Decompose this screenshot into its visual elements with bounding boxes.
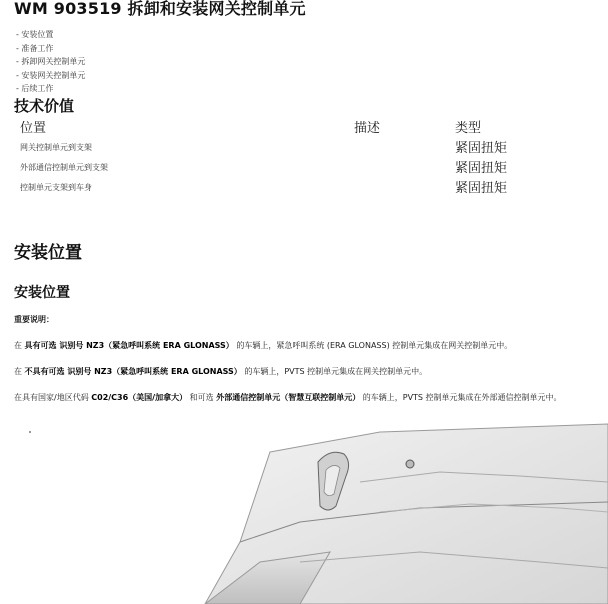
cell-type: 紧固扭矩 [455,161,508,176]
toc-item-installation[interactable]: - 安装网关控制单元 [16,70,86,80]
toc-item-install-position[interactable]: - 安装位置 [16,30,54,39]
note-paragraph-nz3: 在 具有可选 识别号 NZ3（紧急呼叫系统 ERA GLONASS） 的车辆上，紧急呼叫系统 (ERA GLONASS) 控制单元集成在网关控制单元中。 [14,341,513,350]
tech-values-heading: 技术价值 [14,97,75,115]
install-position-heading: 安装位置 [14,243,82,263]
table-of-contents [16,28,85,96]
install-position-subheading: 安装位置 [14,285,70,301]
page-title: WM 903519 拆卸和安装网关控制单元 [14,0,306,18]
column-header-position: 位置 [20,121,47,136]
table-row [0,157,608,177]
vehicle-install-illustration [0,412,608,604]
column-header-type: 类型 [455,121,482,136]
toc-item-preparation[interactable]: - 准备工作 [16,43,54,53]
toc-item-follow-up[interactable]: - 后续工作 [16,84,54,94]
cell-type: 紧固扭矩 [455,141,508,156]
cell-position: 网关控制单元到支架 [20,143,92,152]
note-paragraph-no-nz3: 在 不具有可选 识别号 NZ3（紧急呼叫系统 ERA GLONASS） 的车辆上，PVTS 控制单元集成在网关控制单元中。 [14,367,428,376]
table-row [0,137,608,157]
toc-item-removal[interactable]: - 拆卸网关控制单元 [16,57,86,67]
note-paragraph-us-canada: 在具有国家/地区代码 C02/C36（美国/加拿大） 和可选 外部通信控制单元（智慧互联控制单元） 的车辆上，PVTS 控制单元集成在外部通信控制单元中。 [14,393,562,402]
cell-position: 外部通信控制单元到支架 [20,163,108,172]
table-row [0,177,608,197]
column-header-description: 描述 [354,121,381,136]
cell-type: 紧固扭矩 [455,181,508,196]
important-note-label: 重要说明： [14,315,54,324]
cell-position: 控制单元支架到车身 [20,183,92,192]
